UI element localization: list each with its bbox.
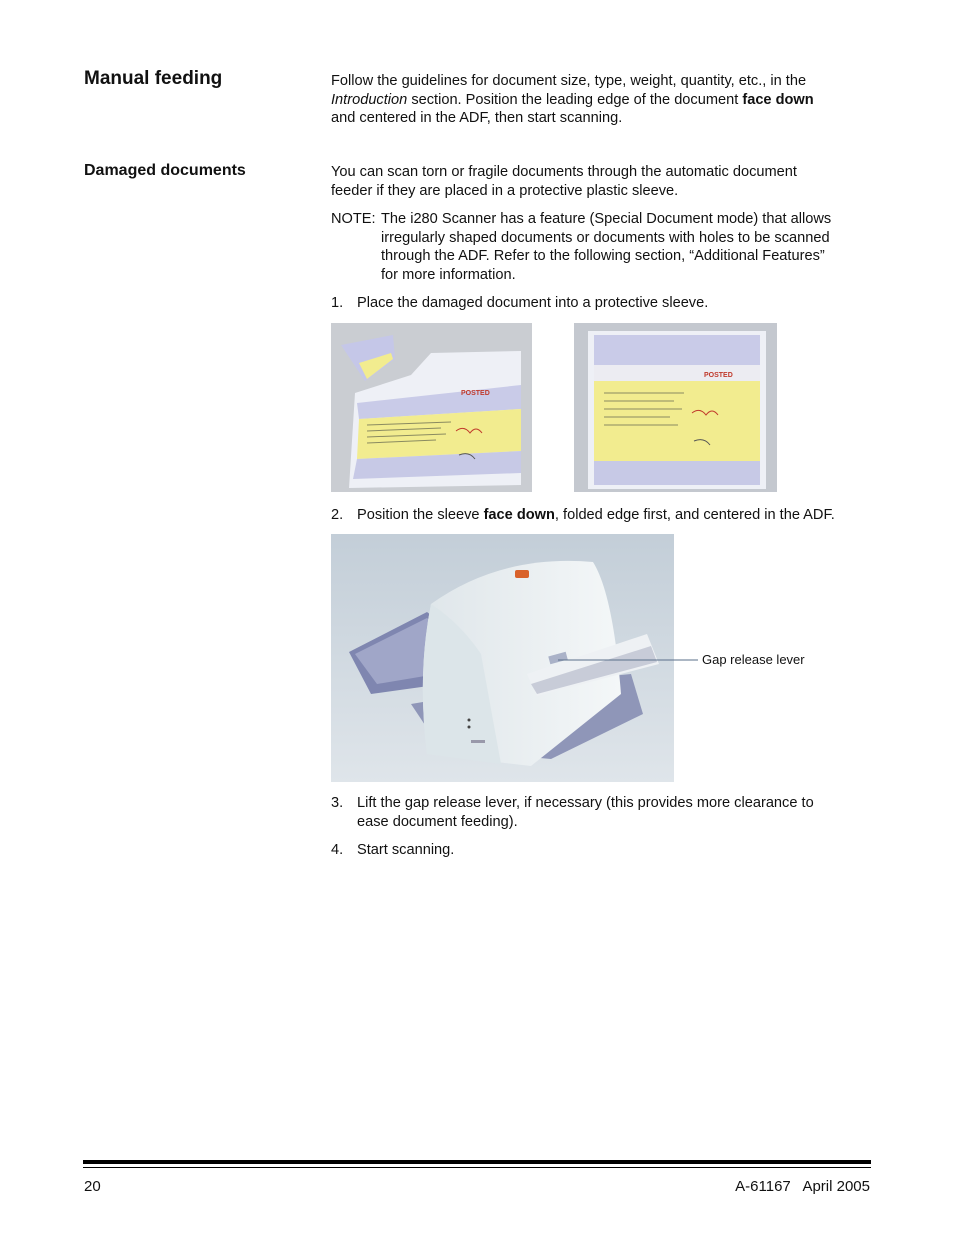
step-2-number: 2. (331, 507, 344, 523)
sleeved-document-photo (574, 323, 777, 492)
gap-release-lever-label: Gap release lever (702, 652, 805, 667)
damaged-intro-line-2: feeder if they are placed in a protective plastic sleeve. (331, 182, 679, 199)
section-heading-manual-feeding: Manual feeding (84, 68, 223, 89)
posted-stamp-2: POSTED (704, 372, 733, 379)
damaged-intro-line-1: You can scan torn or fragile documents through the automatic document (331, 164, 797, 180)
note-label: NOTE: (331, 211, 376, 227)
note-line-4: for more information. (381, 266, 516, 283)
manual-line-2-text: section. Position the leading edge of the document (407, 91, 743, 108)
section-heading-damaged-documents: Damaged documents (84, 162, 246, 179)
footer-rule-thick (83, 1160, 871, 1164)
step-4-number: 4. (331, 842, 344, 858)
step-3-number: 3. (331, 795, 344, 811)
manual-line-2 (331, 91, 891, 110)
step-1-text: Place the damaged document into a protective sleeve. (357, 295, 709, 311)
gap-release-callout-line (540, 654, 700, 666)
manual-line-3: and centered in the ADF, then start scanning. (331, 110, 623, 127)
page-number: 20 (84, 1178, 101, 1195)
posted-stamp-1: POSTED (461, 390, 490, 397)
note-text (381, 210, 831, 284)
step-3 (331, 794, 814, 831)
damaged-intro (331, 163, 891, 200)
step-4 (331, 841, 454, 860)
step-4-text: Start scanning. (357, 842, 455, 858)
step-2-face-down: face down (483, 507, 555, 523)
manual-feeding-paragraph (331, 72, 891, 128)
step-2-pre: Position the sleeve (357, 507, 484, 523)
sleeved-document-illustration (574, 323, 777, 492)
footer-rule-thin (83, 1167, 871, 1168)
step-1 (331, 294, 708, 313)
step-2-post: , folded edge first, and centered in the ADF. (554, 507, 835, 523)
torn-document-photo (331, 323, 532, 492)
face-down-emphasis: face down (742, 91, 814, 108)
torn-document-illustration (331, 323, 532, 492)
introduction-ref: Introduction (331, 91, 408, 108)
note-line-3: through the ADF. Refer to the following section, “Additional Features” (381, 248, 825, 265)
doc-id-date: A-61167 April 2005 (735, 1178, 870, 1195)
step-2 (331, 506, 835, 525)
manual-line-1: Follow the guidelines for document size, type, weight, quantity, etc., in the (331, 73, 807, 89)
step-2-text (357, 506, 835, 525)
step-3-line-2: ease document feeding). (357, 813, 518, 830)
note-block (331, 210, 891, 284)
step-1-number: 1. (331, 295, 344, 311)
note-line-2: irregularly shaped documents or documents with holes to be scanned (381, 229, 830, 246)
step-3-text (357, 794, 814, 831)
note-line-1: The i280 Scanner has a feature (Special Document mode) that allows (381, 211, 832, 227)
step-3-line-1: Lift the gap release lever, if necessary (this provides more clearance to (357, 795, 814, 811)
